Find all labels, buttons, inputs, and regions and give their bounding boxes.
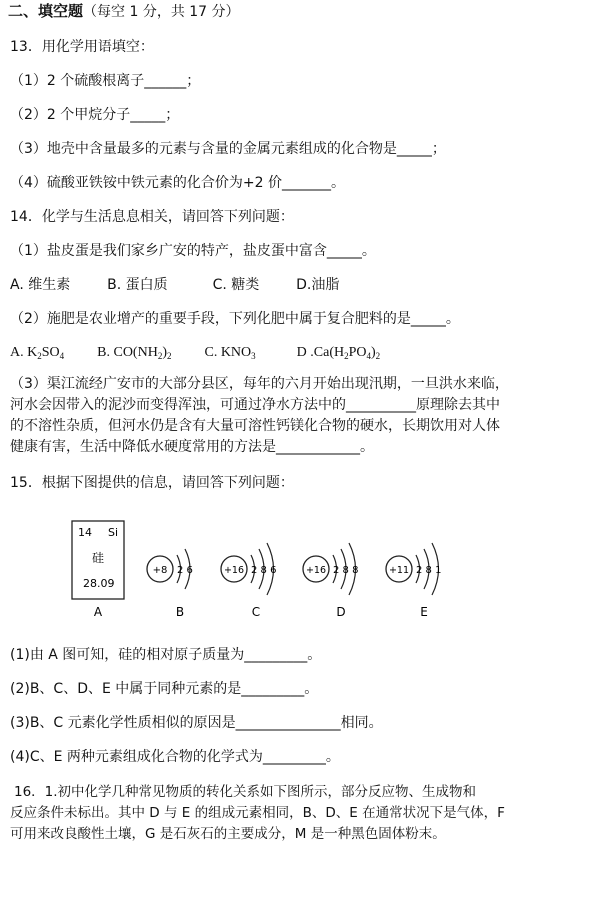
atom-diagram-d [303,543,358,595]
q14-option-b: B. 蛋白质 [107,277,168,293]
electron-shells: 2 8 8 [333,565,359,576]
section-note: （每空 1 分，共 17 分） [83,4,240,20]
q14-option-d: D.油脂 [296,277,340,293]
q16-line: 反应条件未标出。其中 D 与 E 的组成元素相同，B、D、E 在通常状况下是气体，F [10,805,505,821]
figure-label-d: D [336,605,346,619]
q13-item-1: （1）2 个硫酸根离子______； [10,73,201,89]
q15-item-4: (4)C、E 两种元素组成化合物的化学式为_________。 [10,749,340,765]
electron-shells: 2 6 [177,565,193,576]
q13-item-3: （3）地壳中含量最多的元素与含量的金属元素组成的化合物是_____； [10,141,446,157]
q14-fert-b: B. $CO(NH_2)_2$ [97,345,172,361]
element-mass: 28.09 [83,577,115,590]
atom-diagram-b [147,549,193,589]
element-symbol: Si [108,526,119,539]
atom-diagram-c [221,543,276,595]
q14-stem: 14．化学与生活息息相关，请回答下列问题： [10,209,294,225]
q16-text [10,782,588,845]
q15-item-1: (1)由 A 图可知，硅的相对原子质量为_________。 [10,647,322,663]
q15-item-3: (3)B、C 元素化学性质相似的原因是_______________相同。 [10,715,383,731]
element-number: 14 [78,526,92,539]
figure-label-c: C [251,605,261,619]
element-tile [72,521,124,599]
q14-part-3-line: （3）渠江流经广安市的大部分县区，每年的六月开始出现汛期，一旦洪水来临， [10,376,509,392]
nucleus-charge: +11 [388,565,410,576]
q13-stem: 13．用化学用语填空： [10,39,154,55]
q14-part-3-line: 的不溶性杂质，但河水仍是含有大量可溶性钙镁化合物的硬水，长期饮用对人体 [10,418,500,434]
q14-part-3-line: 健康有害，生活中降低水硬度常用的方法是____________。 [10,439,374,455]
q16-line: 16．1.初中化学几种常见物质的转化关系如下图所示，部分反应物、生成物和 [14,784,477,800]
q14-fert-c: C. $KNO_3$ [204,345,256,361]
q14-part-3-line: 河水会因带入的泥沙而变得浑浊，可通过净水方法中的__________原理除去其中 [10,397,500,413]
atom-structure-figure [0,505,598,630]
nucleus-charge: +16 [305,565,327,576]
q15-stem: 15．根据下图提供的信息，请回答下列问题： [10,475,294,491]
figure-label-e: E [420,605,428,619]
q14-option-a: A. 维生素 [10,277,71,293]
q14-part-1: （1）盐皮蛋是我们家乡广安的特产，盐皮蛋中富含_____。 [10,243,376,259]
nucleus-charge: +8 [152,565,168,576]
electron-shells: 2 8 1 [416,565,442,576]
electron-shells: 2 8 6 [251,565,277,576]
section-title: 二、填空题 [8,2,84,20]
q14-part-2: （2）施肥是农业增产的重要手段，下列化肥中属于复合肥料的是_____。 [10,311,460,327]
figure-label-b: B [175,605,185,619]
q14-fert-a: A. $K_2SO_4$ [10,345,65,361]
q14-fert-d: D $.Ca(H_2PO_4)_2$ [296,345,381,361]
q15-item-2: (2)B、C、D、E 中属于同种元素的是_________。 [10,681,319,697]
q16-line: 可用来改良酸性土壤，G 是石灰石的主要成分，M 是一种黑色固体粉末。 [10,826,446,842]
q14-option-c: C. 糖类 [212,277,260,293]
q13-item-4: （4）硫酸亚铁铵中铁元素的化合价为+2 价_______。 [10,175,345,191]
q13-item-2: （2）2 个甲烷分子_____； [10,107,180,123]
element-name: 硅 [92,551,105,565]
section-header [8,2,240,21]
figure-label-a: A [93,605,103,619]
q14-part-2-options [10,344,380,365]
q14-part-3 [10,374,584,458]
q14-part-1-options [10,276,339,294]
atom-diagram-e [386,543,441,595]
nucleus-charge: +16 [223,565,245,576]
